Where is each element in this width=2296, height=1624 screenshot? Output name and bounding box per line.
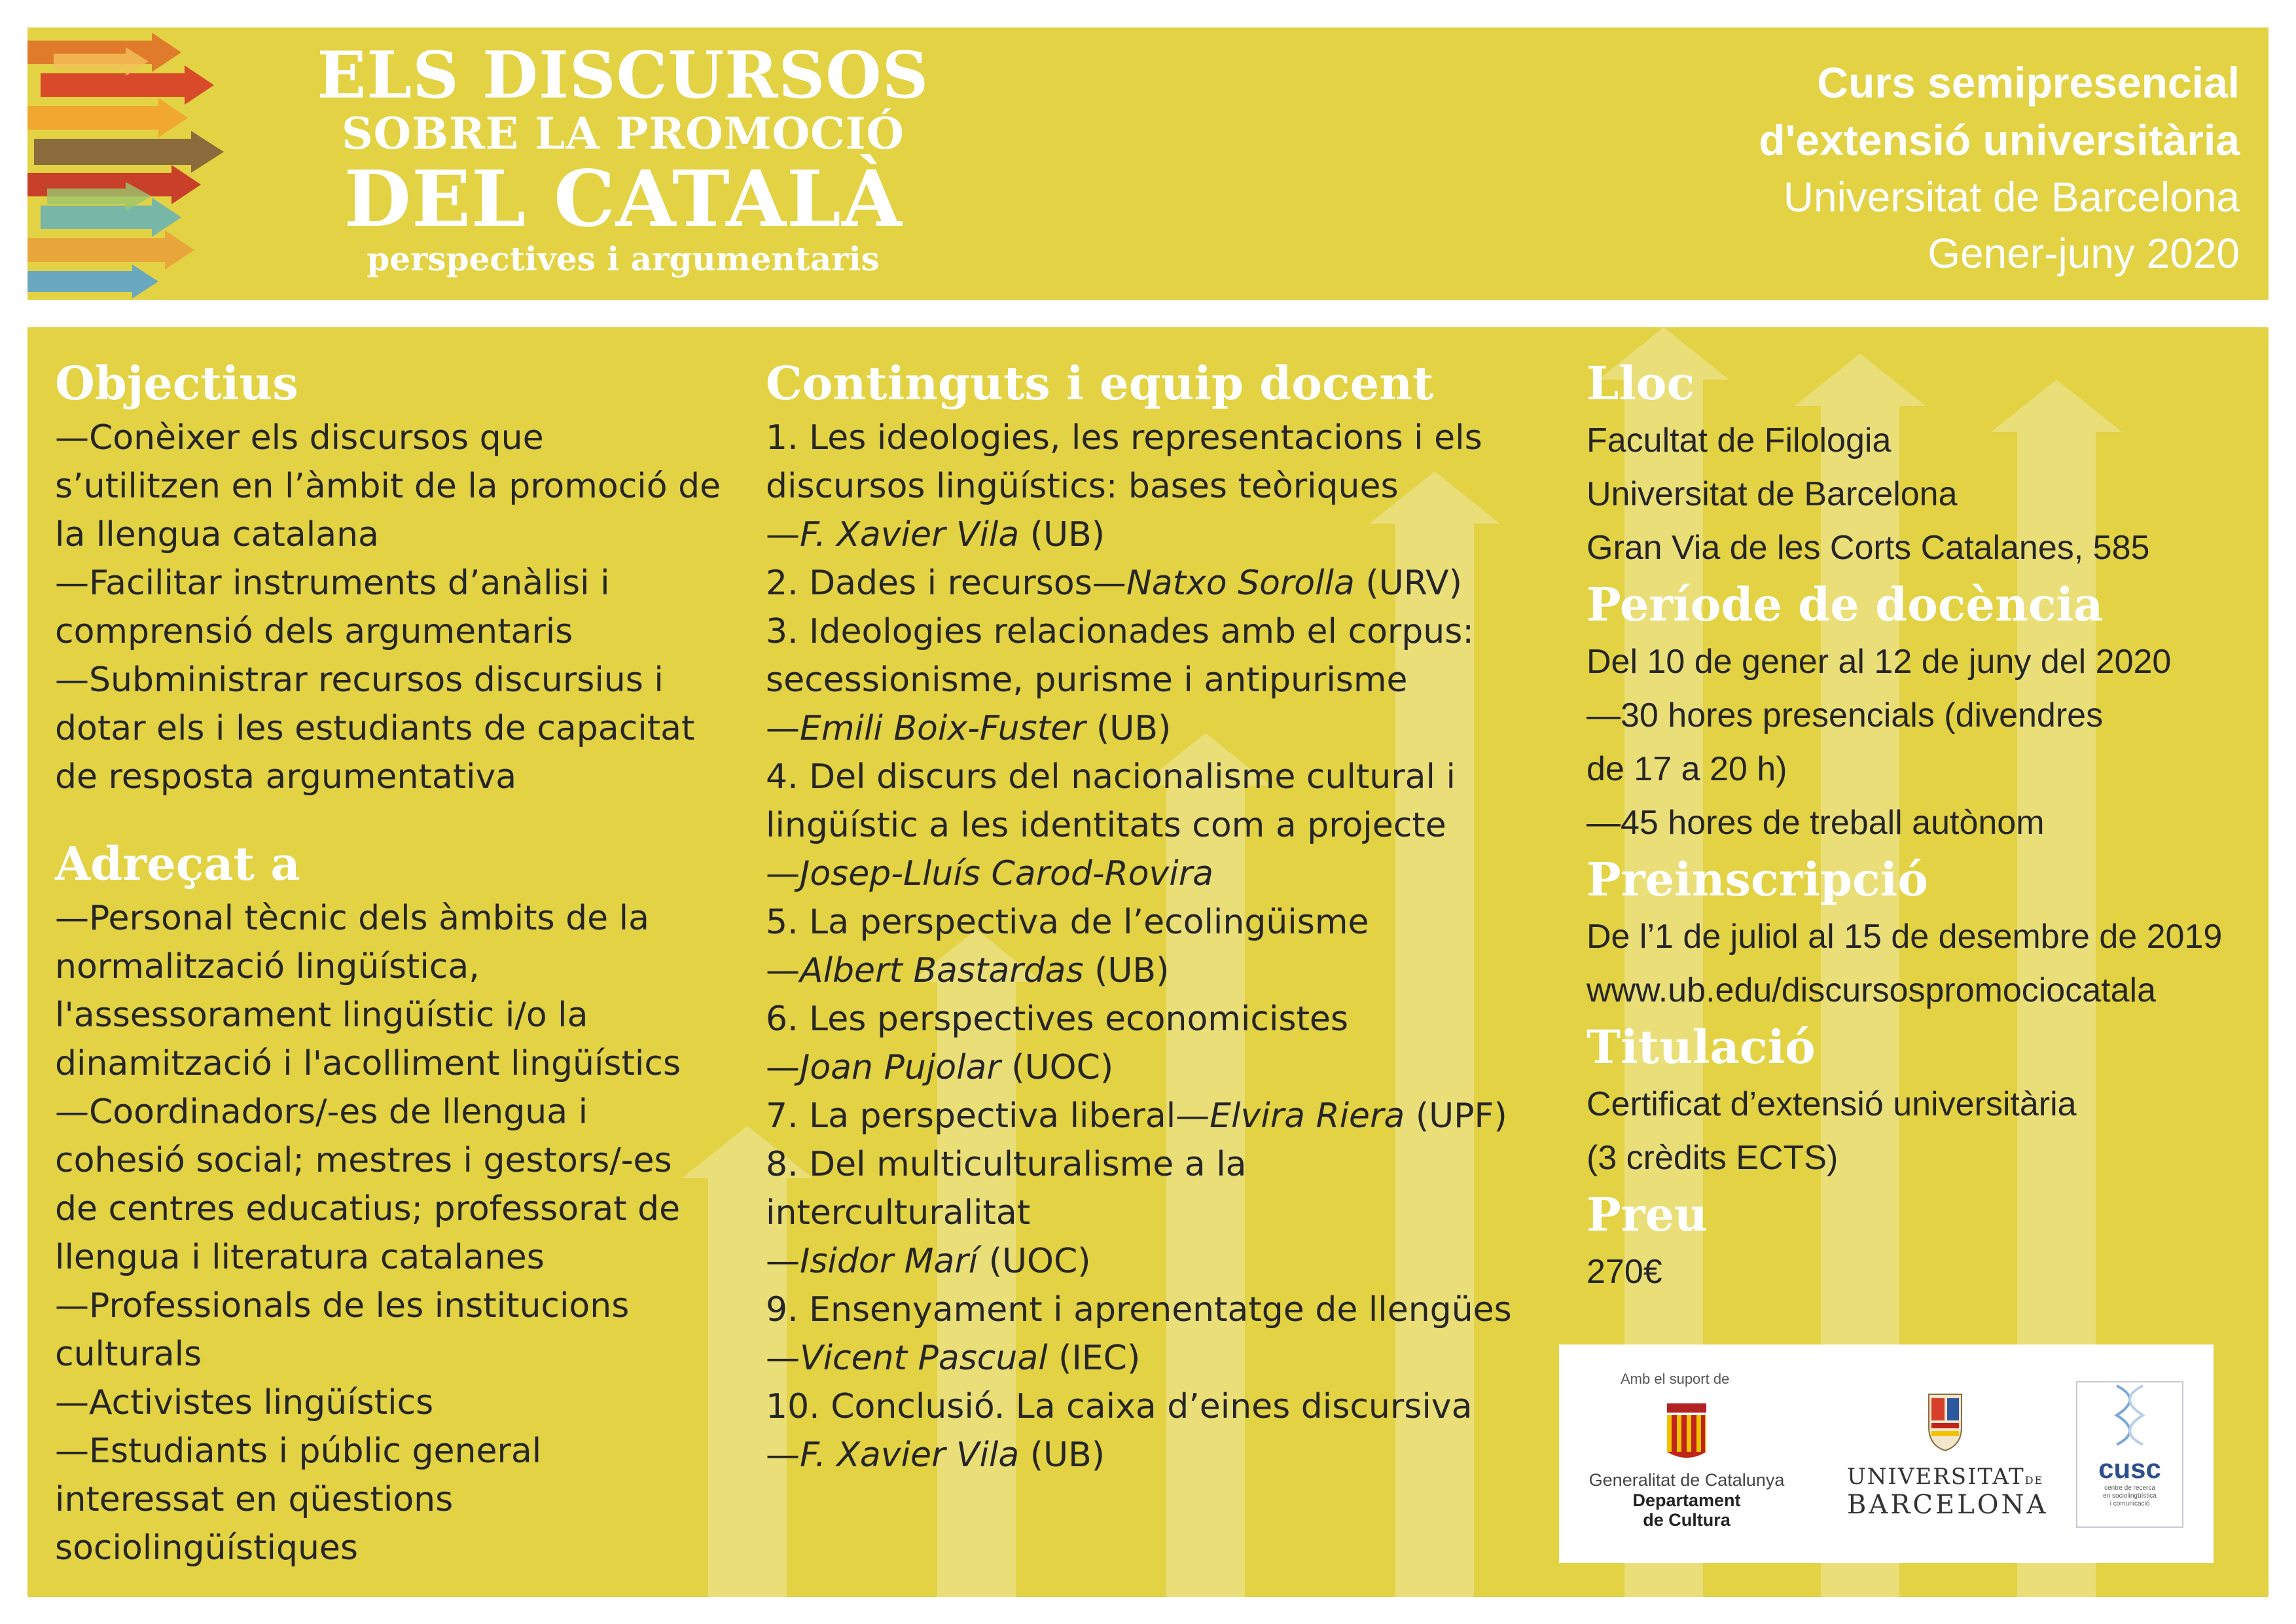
objectius-line: —Conèixer els discursos que bbox=[55, 418, 544, 458]
objectius-list bbox=[55, 414, 729, 801]
continguts-text: lingüístic a les identitats com a projecte bbox=[766, 806, 1446, 845]
continguts-text: (UOC) bbox=[978, 1242, 1091, 1281]
continguts-heading: Continguts i equip docent bbox=[766, 356, 1434, 410]
continguts-item bbox=[766, 898, 1551, 947]
adrecat-line: —Coordinadors/-es de llengua i bbox=[55, 1092, 588, 1132]
continguts-text: secessionisme, purisme i antipurisme bbox=[766, 660, 1408, 700]
teacher-name: Isidor Marí bbox=[800, 1242, 978, 1281]
adrecat-line: sociolingüístiques bbox=[55, 1528, 358, 1568]
continguts-item bbox=[766, 1237, 1551, 1286]
teacher-name: Albert Bastardas bbox=[800, 951, 1084, 990]
continguts-item bbox=[766, 462, 1551, 511]
continguts-item bbox=[766, 1043, 1551, 1092]
lloc-line: Gran Via de les Corts Catalanes, 585 bbox=[1587, 529, 2150, 567]
course-dates: Gener-juny 2020 bbox=[1928, 230, 2240, 277]
titulacio-info bbox=[1587, 1077, 2241, 1185]
title-subtitle: perspectives i argumentaris bbox=[367, 240, 880, 278]
main-panel bbox=[27, 327, 2269, 1597]
ub-shield-icon bbox=[1922, 1390, 1968, 1453]
adrecat-line: —Professionals de les institucions bbox=[55, 1286, 630, 1326]
lloc-heading: Lloc bbox=[1587, 356, 1695, 410]
teacher-name: Josep-Lluís Carod-Rovira bbox=[800, 854, 1213, 893]
continguts-item bbox=[766, 704, 1551, 753]
periode-heading: Període de docència bbox=[1587, 577, 2104, 632]
department-name: Departament bbox=[1632, 1490, 1741, 1510]
continguts-item bbox=[766, 559, 1551, 607]
header-banner bbox=[27, 27, 2269, 300]
objectius-line: de resposta argumentativa bbox=[55, 757, 517, 797]
price-value: 270€ bbox=[1587, 1253, 1662, 1291]
titulacio-line: (3 crèdits ECTS) bbox=[1587, 1139, 1839, 1177]
department-name-2: de Cultura bbox=[1643, 1510, 1731, 1530]
continguts-item bbox=[766, 850, 1551, 898]
continguts-text: (URV) bbox=[1354, 564, 1462, 603]
generalitat-name: Generalitat de Catalunya bbox=[1588, 1470, 1785, 1490]
continguts-item bbox=[766, 1092, 1551, 1140]
continguts-item bbox=[766, 801, 1551, 850]
continguts-item bbox=[766, 1140, 1551, 1189]
teacher-name: Emili Boix-Fuster bbox=[800, 709, 1086, 748]
continguts-text: 2. Dades i recursos— bbox=[766, 564, 1126, 603]
continguts-text: — bbox=[766, 951, 800, 990]
teacher-name: Natxo Sorolla bbox=[1126, 564, 1355, 603]
column-middle bbox=[766, 353, 1551, 1479]
continguts-item bbox=[766, 1334, 1551, 1382]
adrecat-line: l'assessorament lingüístic i/o la bbox=[55, 996, 588, 1035]
column-right bbox=[1587, 353, 2241, 1299]
generalitat-emblem-icon bbox=[1664, 1403, 1710, 1462]
ub-city: BARCELONA bbox=[1847, 1490, 2049, 1520]
adrecat-line: —Personal tècnic dels àmbits de la bbox=[55, 899, 649, 938]
adrecat-line: —Activistes lingüístics bbox=[55, 1383, 434, 1422]
ub-name bbox=[1847, 1464, 2043, 1490]
continguts-text: discursos lingüístics: bases teòriques bbox=[766, 467, 1399, 506]
continguts-text: (UB) bbox=[1083, 951, 1170, 990]
continguts-item bbox=[766, 947, 1551, 995]
continguts-text: — bbox=[766, 1435, 800, 1475]
adrecat-line: llengua i literatura catalanes bbox=[55, 1238, 545, 1277]
preu-heading: Preu bbox=[1587, 1187, 1708, 1242]
cusc-desc-1: centre de recerca bbox=[2104, 1485, 2155, 1492]
continguts-item bbox=[766, 607, 1551, 656]
cusc-name: cusc bbox=[2098, 1453, 2161, 1484]
continguts-text: (UB) bbox=[1085, 709, 1172, 748]
adrecat-list bbox=[55, 894, 729, 1572]
continguts-item bbox=[766, 1382, 1551, 1431]
teacher-name: Elvira Riera bbox=[1210, 1096, 1405, 1136]
lloc-line: Universitat de Barcelona bbox=[1587, 475, 1958, 513]
objectius-line: s’utilitzen en l’àmbit de la promoció de bbox=[55, 467, 721, 506]
objectius-line: —Facilitar instruments d’anàlisi i bbox=[55, 564, 610, 603]
lloc-info bbox=[1587, 414, 2241, 575]
continguts-text: 7. La perspectiva liberal— bbox=[766, 1096, 1210, 1136]
preu-info bbox=[1587, 1245, 2241, 1299]
teacher-name: F. Xavier Vila bbox=[800, 515, 1020, 554]
title-line-2: SOBRE LA PROMOCIÓ bbox=[341, 108, 905, 159]
course-title bbox=[302, 38, 944, 278]
teacher-name: F. Xavier Vila bbox=[800, 1435, 1020, 1475]
university-name: Universitat de Barcelona bbox=[1783, 173, 2240, 221]
support-label: Amb el suport de bbox=[1621, 1371, 1730, 1387]
continguts-text: 3. Ideologies relacionades amb el corpus: bbox=[766, 612, 1474, 651]
ub-de: DE bbox=[2024, 1474, 2044, 1487]
continguts-item bbox=[766, 414, 1551, 462]
preinscripcio-url-link[interactable]: www.ub.edu/discursospromociocatala bbox=[1587, 971, 2156, 1009]
preinscripcio-dates: De l’1 de juliol al 15 de desembre de 2019 bbox=[1587, 918, 2223, 956]
continguts-item bbox=[766, 1431, 1551, 1479]
teacher-name: Joan Pujolar bbox=[800, 1048, 1001, 1087]
ub-initial: U bbox=[1847, 1464, 1867, 1490]
teacher-name: Vicent Pascual bbox=[800, 1339, 1048, 1378]
column-left bbox=[55, 353, 729, 1572]
course-type: Curs semipresencial bbox=[1817, 58, 2240, 107]
periode-line: —45 hores de treball autònom bbox=[1587, 804, 2045, 842]
continguts-text: — bbox=[766, 1339, 800, 1378]
title-line-3: DEL CATALÀ bbox=[344, 153, 903, 244]
continguts-text: (UOC) bbox=[1000, 1048, 1114, 1087]
continguts-item bbox=[766, 1286, 1551, 1334]
continguts-item bbox=[766, 656, 1551, 704]
objectius-heading: Objectius bbox=[55, 356, 298, 410]
continguts-text: — bbox=[766, 709, 800, 748]
generalitat-logo bbox=[1585, 1403, 1788, 1530]
preinscripcio-info bbox=[1587, 910, 2241, 1017]
continguts-item bbox=[766, 511, 1551, 559]
continguts-list bbox=[766, 414, 1551, 1479]
periode-line: —30 hores presencials (divendres bbox=[1587, 696, 2104, 734]
cusc-helix-icon bbox=[2104, 1382, 2156, 1448]
continguts-item bbox=[766, 753, 1551, 801]
continguts-text: (IEC) bbox=[1047, 1339, 1141, 1378]
ub-word: NIVERSITAT bbox=[1867, 1464, 2025, 1490]
continguts-text: (UB) bbox=[1019, 1435, 1105, 1475]
continguts-text: 10. Conclusió. La caixa d’eines discursiva bbox=[766, 1387, 1473, 1426]
colored-arrows-logo bbox=[27, 27, 230, 300]
course-type-2: d'extensió universitària bbox=[1759, 116, 2240, 164]
objectius-line: —Subministrar recursos discursius i bbox=[55, 660, 664, 700]
adrecat-line: normalització lingüística, bbox=[55, 947, 480, 986]
lloc-line: Facultat de Filologia bbox=[1587, 422, 1892, 460]
continguts-text: — bbox=[766, 1048, 800, 1087]
continguts-text: — bbox=[766, 1242, 800, 1281]
title-line-1: ELS DISCURSOS bbox=[317, 38, 929, 113]
continguts-item bbox=[766, 1189, 1551, 1237]
periode-line: de 17 a 20 h) bbox=[1587, 750, 1787, 788]
adrecat-line: cohesió social; mestres i gestors/-es bbox=[55, 1141, 672, 1180]
cusc-desc-2: en sociolingüística bbox=[2103, 1492, 2157, 1500]
continguts-text: 9. Ensenyament i aprenentatge de llengües bbox=[766, 1290, 1512, 1329]
adrecat-line: —Estudiants i públic general bbox=[55, 1432, 542, 1471]
objectius-line: dotar els i les estudiants de capacitat bbox=[55, 709, 695, 748]
continguts-text: 1. Les ideologies, les representacions i els bbox=[766, 418, 1482, 458]
continguts-text: — bbox=[766, 854, 800, 893]
continguts-text: 4. Del discurs del nacionalisme cultural i bbox=[766, 757, 1456, 797]
titulacio-line: Certificat d’extensió universitària bbox=[1587, 1085, 2077, 1123]
adrecat-line: de centres educatius; professorat de bbox=[55, 1189, 681, 1229]
continguts-text: 8. Del multiculturalisme a la bbox=[766, 1145, 1247, 1184]
periode-info bbox=[1587, 635, 2241, 850]
preinscripcio-heading: Preinscripció bbox=[1587, 852, 1928, 907]
cusc-logo bbox=[2076, 1381, 2183, 1528]
cusc-desc-3: i comunicació bbox=[2109, 1500, 2150, 1507]
continguts-text: (UB) bbox=[1019, 515, 1105, 554]
adrecat-heading: Adreçat a bbox=[55, 837, 300, 891]
adrecat-line: interessat en qüestions bbox=[55, 1480, 454, 1519]
continguts-text: 5. La perspectiva de l’ecolingüisme bbox=[766, 903, 1369, 942]
continguts-text: interculturalitat bbox=[766, 1193, 1031, 1233]
continguts-text: 6. Les perspectives economicistes bbox=[766, 1000, 1348, 1039]
adrecat-line: culturals bbox=[55, 1335, 202, 1374]
ub-logo bbox=[1847, 1390, 2049, 1520]
titulacio-heading: Titulació bbox=[1587, 1020, 1816, 1074]
objectius-line: la llengua catalana bbox=[55, 515, 379, 554]
continguts-text: — bbox=[766, 515, 800, 554]
course-info bbox=[1759, 54, 2240, 281]
continguts-text: (UPF) bbox=[1405, 1096, 1507, 1136]
objectius-line: comprensió dels argumentaris bbox=[55, 612, 573, 651]
continguts-item bbox=[766, 995, 1551, 1043]
sponsor-logos bbox=[1559, 1344, 2214, 1563]
adrecat-line: dinamització i l'acolliment lingüístics bbox=[55, 1044, 681, 1083]
periode-line: Del 10 de gener al 12 de juny del 2020 bbox=[1587, 643, 2172, 681]
